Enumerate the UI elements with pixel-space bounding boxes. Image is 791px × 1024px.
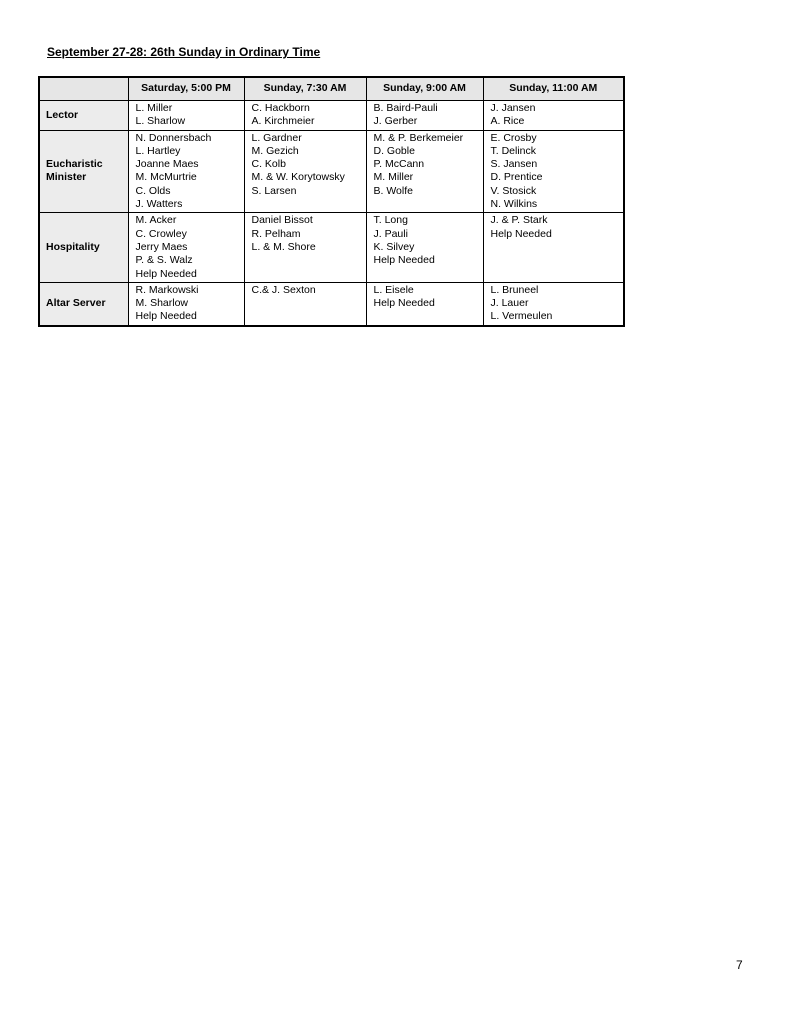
role-label: Eucharistic: [46, 158, 103, 171]
volunteer-name: Joanne Maes: [135, 158, 199, 171]
table-row: [39, 130, 624, 213]
assignment-cell: [483, 101, 624, 131]
volunteer-name: B. Baird-Pauli: [373, 102, 438, 114]
volunteer-name: Help Needed: [490, 227, 552, 240]
role-label: Hospitality: [46, 240, 100, 253]
volunteer-name: L. Gardner: [251, 131, 302, 144]
volunteer-name: J. & P. Stark: [490, 214, 548, 227]
role-label: Minister: [46, 171, 87, 184]
volunteer-name: Help Needed: [373, 297, 435, 310]
role-cell: [39, 101, 128, 131]
assignment-cell: [366, 101, 483, 131]
volunteer-name: J. Jansen: [490, 102, 536, 114]
volunteer-name: J. Lauer: [490, 297, 529, 310]
volunteer-name: M. & W. Korytowsky: [251, 171, 345, 184]
page-number: 7: [736, 958, 743, 972]
volunteer-name: C. Olds: [135, 184, 171, 197]
volunteer-name: C. Hackborn: [251, 102, 310, 114]
volunteer-name: S. Jansen: [490, 158, 538, 171]
volunteer-name: R. Markowski: [135, 283, 199, 296]
role-cell: [39, 130, 128, 213]
assignment-cell: [128, 101, 244, 131]
column-header: Sunday, 9:00 AM: [366, 77, 483, 101]
assignment-cell: [244, 213, 366, 282]
role-cell: [39, 213, 128, 282]
volunteer-name: C.& J. Sexton: [251, 283, 316, 296]
volunteer-name: Help Needed: [135, 267, 197, 280]
column-header: Saturday, 5:00 PM: [128, 77, 244, 101]
assignment-cell: [483, 213, 624, 282]
volunteer-name: M. & P. Berkemeier: [373, 131, 464, 144]
volunteer-name: S. Larsen: [251, 184, 297, 197]
header-row: [39, 77, 624, 101]
volunteer-name: E. Crosby: [490, 131, 537, 144]
volunteer-name: A. Rice: [490, 115, 525, 128]
volunteer-name: Help Needed: [135, 310, 197, 323]
volunteer-name: M. Miller: [373, 171, 414, 184]
volunteer-name: A. Kirchmeier: [251, 115, 315, 128]
volunteer-name: J. Watters: [135, 198, 183, 211]
volunteer-name: N. Wilkins: [490, 198, 538, 211]
assignment-cell: [366, 130, 483, 213]
volunteer-name: P. McCann: [373, 158, 425, 171]
assignment-cell: [366, 282, 483, 325]
table-row: [39, 282, 624, 325]
volunteer-name: J. Pauli: [373, 227, 408, 240]
assignment-cell: [483, 130, 624, 213]
volunteer-name: B. Wolfe: [373, 184, 413, 197]
assignment-cell: [128, 213, 244, 282]
volunteer-name: M. McMurtrie: [135, 171, 197, 184]
volunteer-name: P. & S. Walz: [135, 254, 193, 267]
volunteer-name: R. Pelham: [251, 227, 301, 240]
assignment-cell: [128, 130, 244, 213]
page-heading: September 27-28: 26th Sunday in Ordinary Time: [47, 45, 321, 59]
volunteer-name: L. Vermeulen: [490, 310, 553, 323]
assignment-cell: [483, 282, 624, 325]
assignment-cell: [366, 213, 483, 282]
volunteer-name: M. Acker: [135, 214, 177, 227]
volunteer-name: C. Kolb: [251, 158, 286, 171]
column-header: Sunday, 11:00 AM: [483, 77, 624, 101]
volunteer-name: D. Goble: [373, 144, 415, 157]
volunteer-name: L. Miller: [135, 102, 173, 114]
volunteer-name: L. & M. Shore: [251, 240, 316, 253]
volunteer-name: D. Prentice: [490, 171, 543, 184]
volunteer-name: V. Stosick: [490, 184, 537, 197]
column-header: Sunday, 7:30 AM: [244, 77, 366, 101]
volunteer-name: L. Sharlow: [135, 115, 186, 128]
volunteer-name: T. Delinck: [490, 144, 537, 157]
volunteer-name: C. Crowley: [135, 227, 187, 240]
role-label: Lector: [46, 108, 79, 121]
assignment-cell: [128, 282, 244, 325]
volunteer-name: N. Donnersbach: [135, 131, 212, 144]
table-row: [39, 213, 624, 282]
corner-cell: [39, 77, 128, 101]
volunteer-name: Daniel Bissot: [251, 214, 313, 227]
assignment-cell: [244, 282, 366, 325]
ministry-schedule-table: [38, 76, 625, 327]
volunteer-name: L. Eisele: [373, 283, 414, 296]
volunteer-name: Help Needed: [373, 254, 435, 267]
volunteer-name: T. Long: [373, 214, 408, 227]
volunteer-name: M. Gezich: [251, 144, 299, 157]
volunteer-name: L. Hartley: [135, 144, 181, 157]
volunteer-name: M. Sharlow: [135, 297, 189, 310]
assignment-cell: [244, 130, 366, 213]
volunteer-name: J. Gerber: [373, 115, 418, 128]
volunteer-name: L. Bruneel: [490, 283, 539, 296]
role-label: Altar Server: [46, 297, 106, 310]
role-cell: [39, 282, 128, 325]
assignment-cell: [244, 101, 366, 131]
table-row: [39, 101, 624, 131]
volunteer-name: Jerry Maes: [135, 240, 188, 253]
volunteer-name: K. Silvey: [373, 240, 415, 253]
